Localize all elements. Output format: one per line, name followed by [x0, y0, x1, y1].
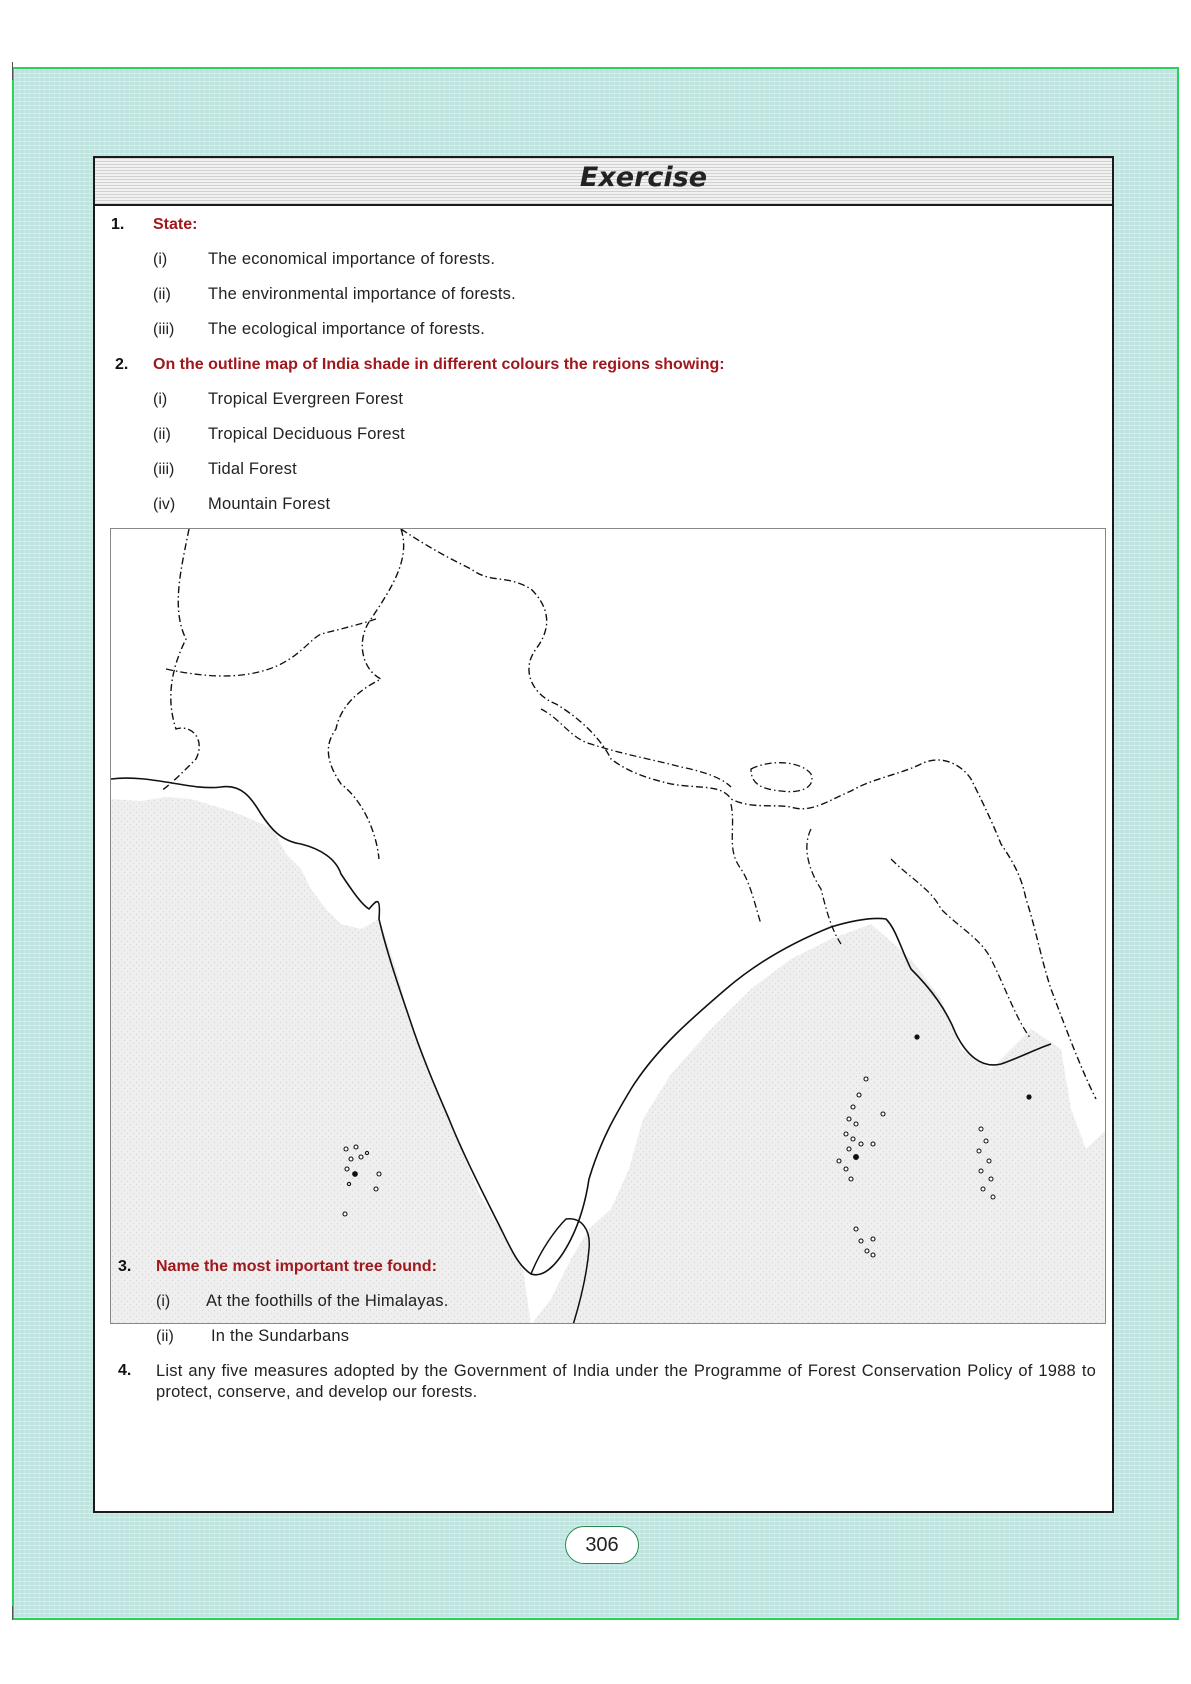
- question-1-number: 1.: [111, 216, 125, 233]
- question-3-number: 3.: [118, 1258, 132, 1275]
- q1-item-3-text: The ecological importance of forests.: [208, 320, 486, 338]
- question-4-number: 4.: [118, 1362, 132, 1379]
- arabian-sea: [111, 797, 531, 1324]
- q3-item-1-number: (i): [156, 1293, 171, 1310]
- question-3-title: Name the most important tree found:: [156, 1258, 437, 1275]
- page-number: 306: [565, 1526, 639, 1564]
- question-1-title: State:: [153, 216, 198, 233]
- exercise-sheet: [93, 156, 1114, 1513]
- map-dot: [1026, 1094, 1031, 1099]
- q1-item-1-number: (i): [153, 251, 168, 268]
- question-2-title: On the outline map of India shade in different colours the regions showing:: [153, 356, 725, 373]
- q1-item-2-text: The environmental importance of forests.: [208, 285, 516, 303]
- pakistan-boundary: [166, 619, 376, 676]
- map-dot: [914, 1034, 919, 1039]
- exercise-header-bar: [95, 158, 1112, 206]
- q1-item-2-number: (ii): [153, 286, 171, 303]
- q1-item-3-number: (iii): [153, 321, 175, 338]
- q2-item-2-text: Tropical Deciduous Forest: [208, 425, 405, 443]
- nepal-boundary: [541, 709, 731, 787]
- q3-item-2-text: In the Sundarbans: [211, 1327, 350, 1345]
- q2-item-1-text: Tropical Evergreen Forest: [208, 390, 404, 408]
- question-2-number: 2.: [115, 356, 129, 373]
- crop-mark-bottom-left: [12, 1606, 13, 1620]
- q3-item-1-text: At the foothills of the Himalayas.: [206, 1292, 449, 1310]
- page-title: Exercise: [579, 162, 708, 193]
- q2-item-1-number: (i): [153, 391, 168, 408]
- q2-item-4-text: Mountain Forest: [208, 495, 331, 513]
- question-4-text: List any five measures adopted by the Government of India under the Programme of Forest Conservation Policy of 1988 to protect, conserve, and develop our forests.: [156, 1362, 1096, 1401]
- q3-item-2-number: (ii): [156, 1328, 174, 1345]
- q2-item-3-text: Tidal Forest: [208, 460, 297, 478]
- bangladesh-boundary: [731, 804, 841, 944]
- india-outline-map-drawing: [111, 529, 1106, 1324]
- q2-item-3-number: (iii): [153, 461, 175, 478]
- bhutan-boundary: [751, 763, 812, 792]
- india-outline-map: [110, 528, 1106, 1324]
- q2-item-2-number: (ii): [153, 426, 171, 443]
- q2-item-4-number: (iv): [153, 496, 176, 513]
- crop-mark-top-left: [12, 62, 13, 80]
- bay-of-bengal: [531, 924, 1106, 1324]
- q1-item-1-text: The economical importance of forests.: [208, 250, 496, 268]
